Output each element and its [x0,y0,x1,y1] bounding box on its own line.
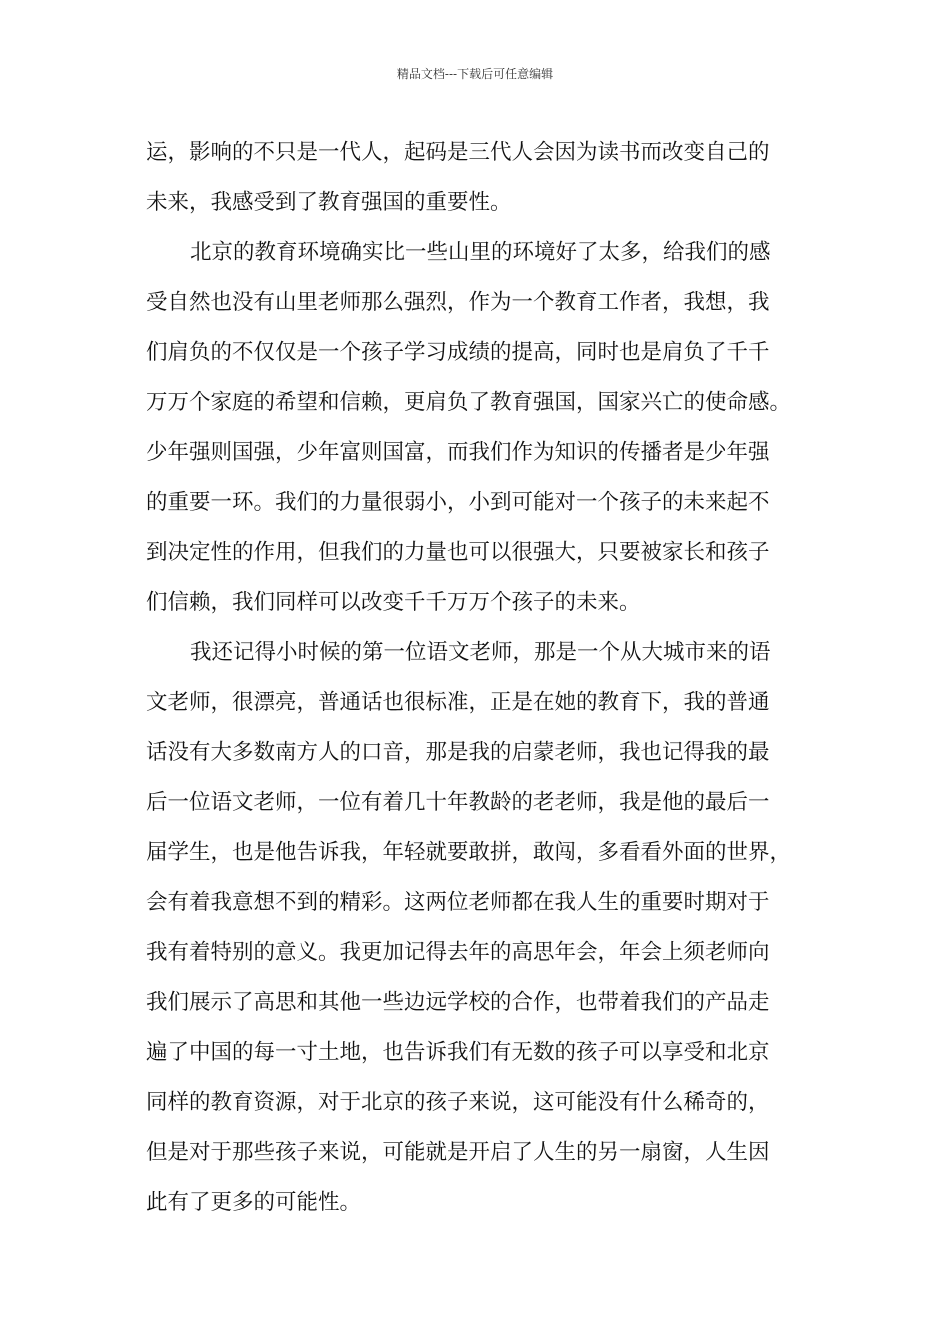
text-line: 的重要一环。我们的力量很弱小，小到可能对一个孩子的未来起不 [146,490,770,515]
text-line: 们肩负的不仅仅是一个孩子学习成绩的提高，同时也是肩负了千千 [146,340,770,365]
text-line: 少年强则国强，少年富则国富，而我们作为知识的传播者是少年强 [146,440,770,465]
paragraph-first-line: 我还记得小时候的第一位语文老师，那是一个从大城市来的语 [190,640,771,665]
text-line: 此有了更多的可能性。 [146,1190,362,1215]
page-header: 精品文档---下载后可任意编辑 [396,67,554,81]
text-line: 文老师，很漂亮，普通话也很标准，正是在她的教育下，我的普通 [146,690,770,715]
text-line: 后一位语文老师，一位有着几十年教龄的老老师，我是他的最后一 [146,790,770,815]
text-line: 遍了中国的每一寸土地，也告诉我们有无数的孩子可以享受和北京 [146,1040,770,1065]
text-line: 会有着我意想不到的精彩。这两位老师都在我人生的重要时期对于 [146,890,770,915]
text-line: 同样的教育资源，对于北京的孩子来说，这可能没有什么稀奇的， [146,1090,770,1115]
text-line: 我们展示了高思和其他一些边远学校的合作，也带着我们的产品走 [146,990,770,1015]
text-line: 我有着特别的意义。我更加记得去年的高思年会，年会上须老师向 [146,940,770,965]
text-line: 届学生，也是他告诉我，年轻就要敢拼，敢闯，多看看外面的世界， [146,840,792,865]
text-line: 未来，我感受到了教育强国的重要性。 [146,190,512,215]
text-line: 受自然也没有山里老师那么强烈，作为一个教育工作者，我想，我 [146,290,770,315]
text-line: 到决定性的作用，但我们的力量也可以很强大，只要被家长和孩子 [146,540,770,565]
paragraph-first-line: 北京的教育环境确实比一些山里的环境好了太多，给我们的感 [190,240,771,265]
text-line: 万万个家庭的希望和信赖，更肩负了教育强国，国家兴亡的使命感。 [146,390,792,415]
document-body [146,128,818,1228]
text-line: 运，影响的不只是一代人，起码是三代人会因为读书而改变自己的 [146,140,770,165]
text-line: 话没有大多数南方人的口音，那是我的启蒙老师，我也记得我的最 [146,740,770,765]
text-line: 但是对于那些孩子来说，可能就是开启了人生的另一扇窗，人生因 [146,1140,770,1165]
text-line: 们信赖，我们同样可以改变千千万万个孩子的未来。 [146,590,641,615]
